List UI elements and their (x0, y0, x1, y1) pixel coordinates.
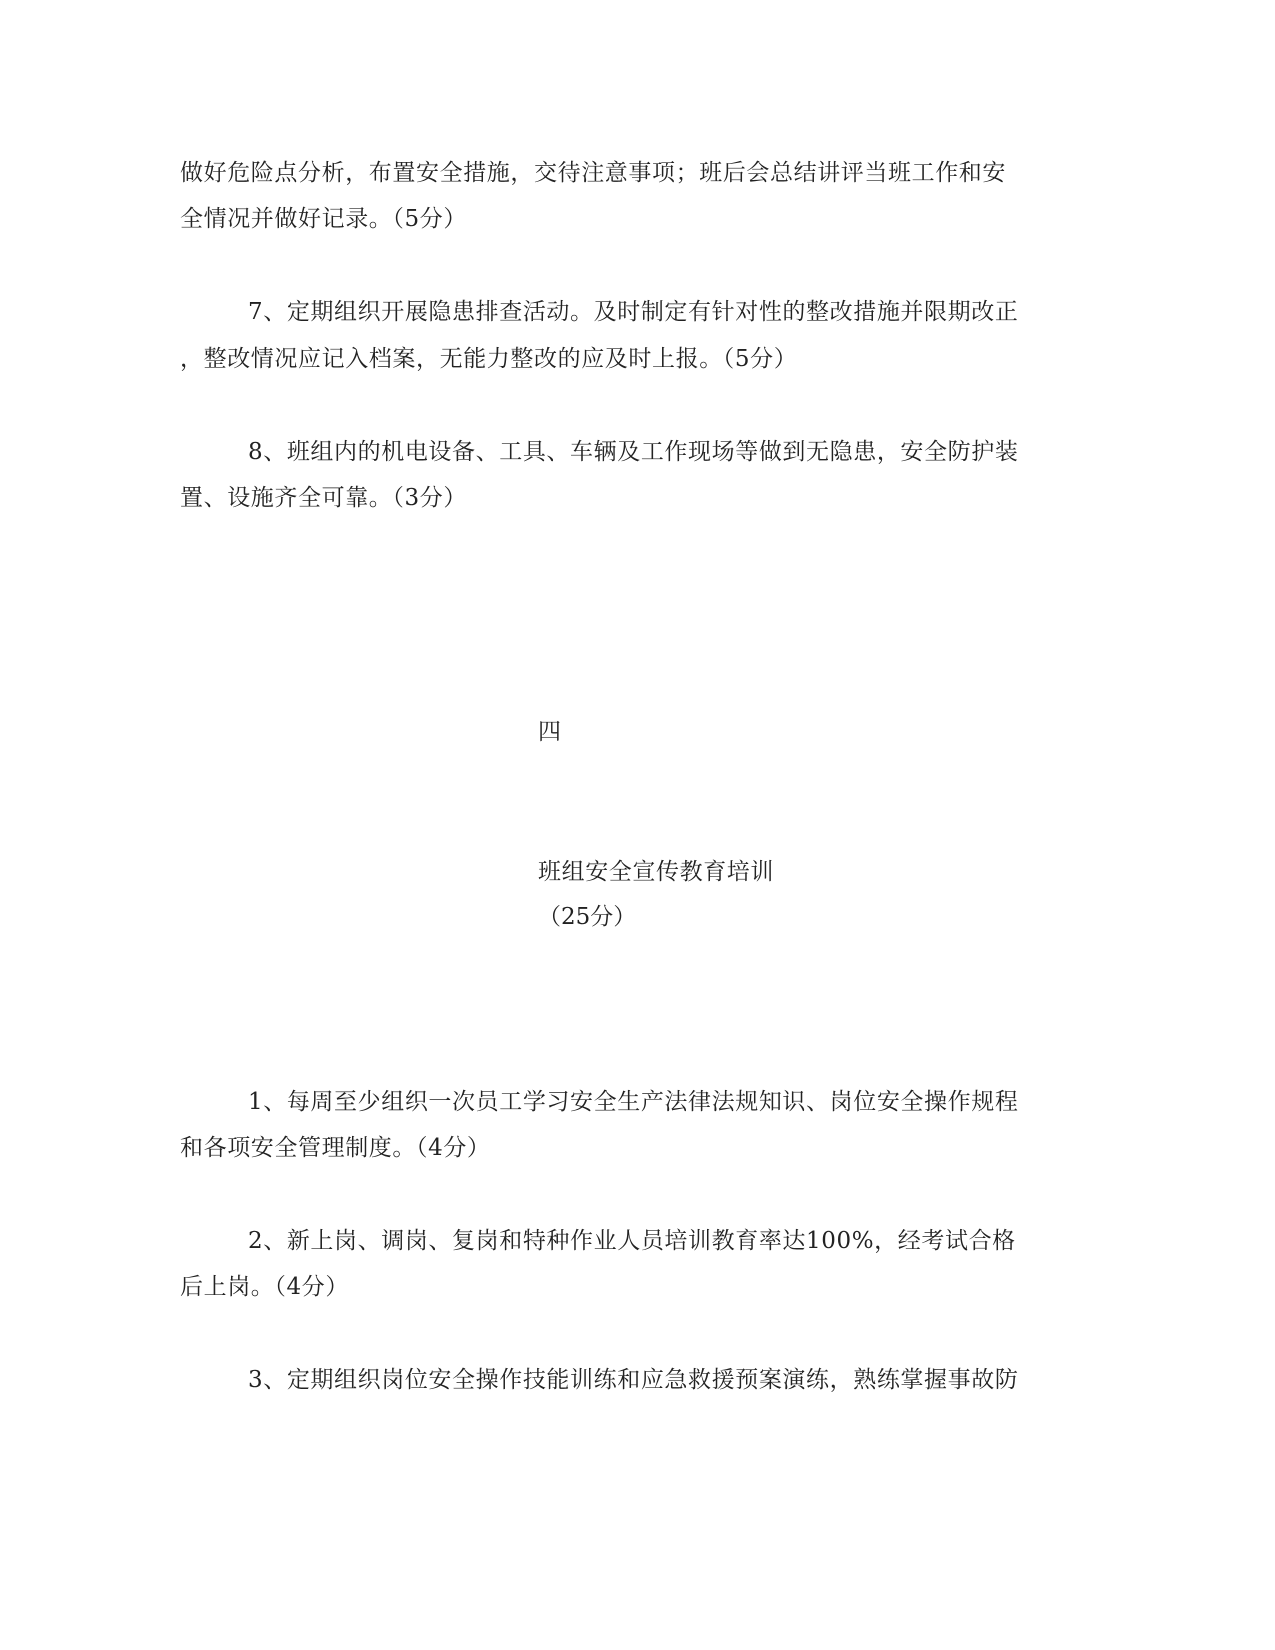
item-8-line-1: 8、班组内的机电设备、工具、车辆及工作现场等做到无隐患，安全防护装 (248, 439, 1019, 465)
item-2-line-1: 2、新上岗、调岗、复岗和特种作业人员培训教育率达100%，经考试合格 (248, 1228, 1016, 1254)
section-score: （25分） (538, 904, 637, 930)
paragraph-continuation-line-2: 全情况并做好记录。（5分） (180, 206, 467, 232)
item-8-line-2: 置、设施齐全可靠。（3分） (180, 485, 467, 511)
item-7-line-2: ，整改情况应记入档案，无能力整改的应及时上报。（5分） (180, 346, 798, 372)
section-title: 班组安全宣传教育培训 (538, 859, 774, 885)
item-3-line-1: 3、定期组织岗位安全操作技能训练和应急救援预案演练，熟练掌握事故防 (248, 1367, 1019, 1393)
section-number: 四 (538, 719, 561, 745)
paragraph-continuation-line-1: 做好危险点分析，布置安全措施，交待注意事项；班后会总结讲评当班工作和安 (180, 160, 1006, 186)
item-1-line-2: 和各项安全管理制度。（4分） (180, 1135, 491, 1161)
item-2-line-2: 后上岗。（4分） (180, 1274, 349, 1300)
item-7-line-1: 7、定期组织开展隐患排查活动。及时制定有针对性的整改措施并限期改正 (248, 299, 1019, 325)
item-1-line-1: 1、每周至少组织一次员工学习安全生产法律法规知识、岗位安全操作规程 (248, 1089, 1019, 1115)
